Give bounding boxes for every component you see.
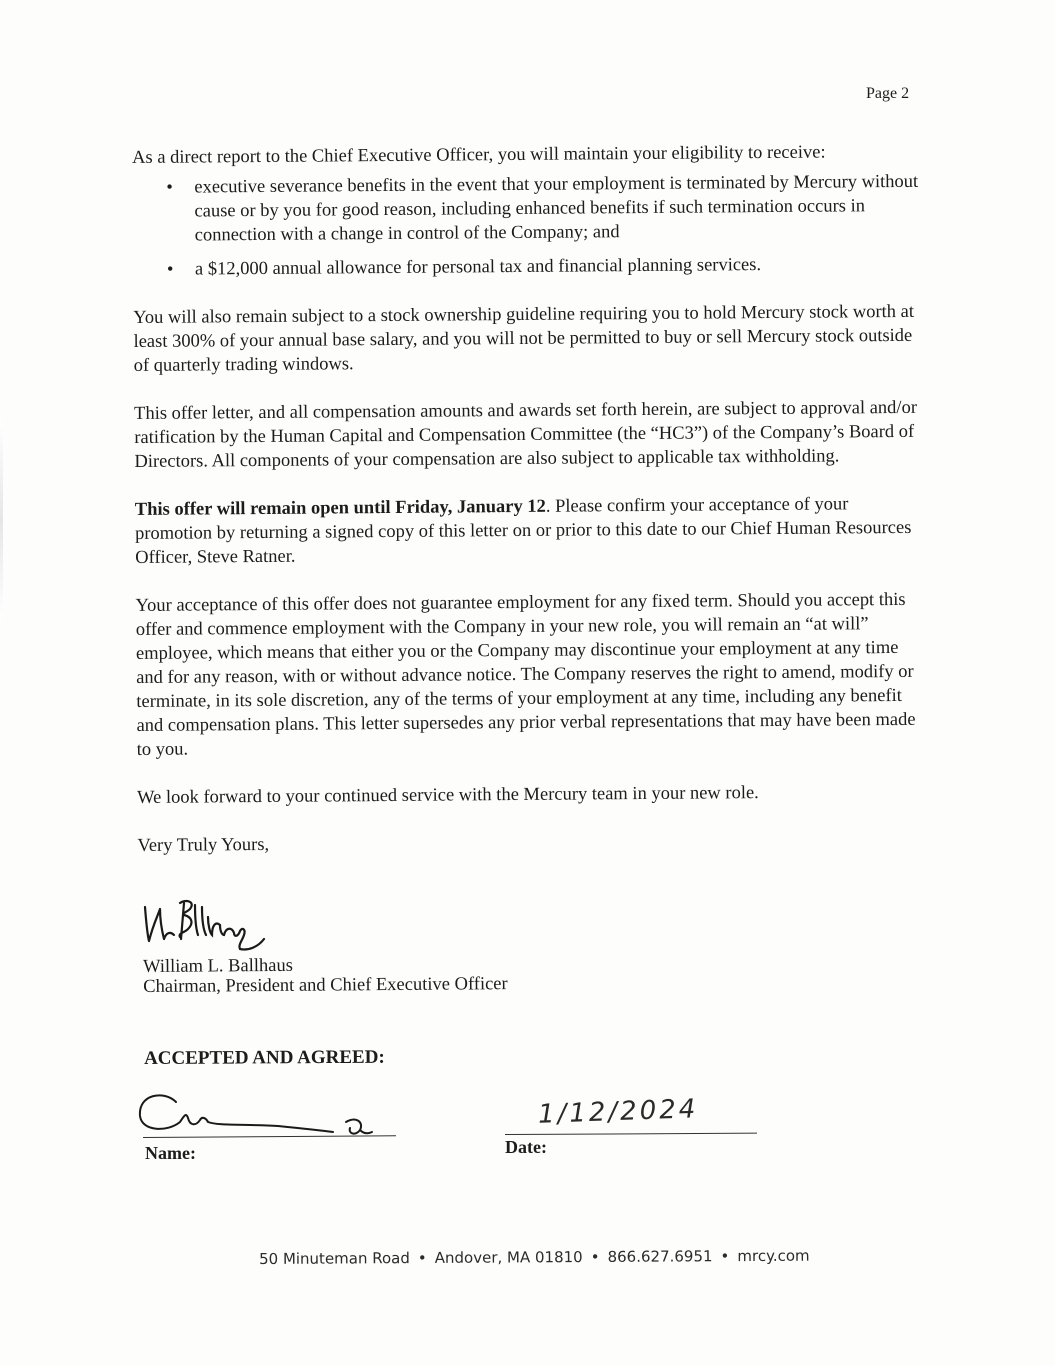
offer-instructions: . Please confirm your acceptance of your promotion by returning a signed copy of this letter on or prior to this date to our Chief Human Resources Officer, Steve Ratner. (134, 494, 912, 568)
benefit-list (132, 170, 923, 282)
letter-body (132, 140, 928, 858)
footer-separator: • (720, 1247, 730, 1266)
footer-address (259, 1247, 810, 1268)
footer-separator: • (590, 1247, 600, 1266)
list-item: • executive severance benefits in the event that your employment is terminated by Mercury without cause or by you for good reason, including enhanced benefits if such termination occurs in connection with a change in control of the Company; and (132, 170, 923, 248)
date-handwritten: 1/12/2024 (537, 1094, 699, 1130)
scan-edge (0, 420, 3, 620)
date-label: Date: (505, 1137, 547, 1157)
footer-website: mrcy.com (737, 1246, 810, 1266)
closing-salutation: Very Truly Yours, (137, 834, 270, 856)
date-signature-line (505, 1133, 757, 1135)
signer-name: William L. Ballhaus (143, 955, 293, 977)
list-item: • a $12,000 annual allowance for personal tax and financial planning services. (133, 252, 923, 282)
name-label: Name: (145, 1143, 196, 1163)
signer-block (143, 954, 508, 997)
forward-paragraph: We look forward to your continued service with the Mercury team in your new role. (137, 783, 759, 808)
offer-paragraph (135, 492, 926, 570)
footer-street: 50 Minuteman Road (259, 1249, 410, 1268)
approval-paragraph: This offer letter, and all compensation amounts and awards set forth herein, are subject to approval and/or ratification by the Human Capital and Compensation Committee (the “HC3”) of the Company’s Board of Directors. All components of your compensation are also subject to applicable tax withholding. (134, 397, 918, 472)
footer-city: Andover, MA 01810 (434, 1248, 583, 1267)
intro-paragraph: As a direct report to the Chief Executive Officer, you will maintain your eligibility to receive: (132, 142, 826, 168)
footer-phone: 866.627.6951 (607, 1247, 713, 1266)
stock-paragraph: You will also remain subject to a stock ownership guideline requiring you to hold Mercury stock worth at least 300% of your annual base salary, and you will not be permitted to buy or sell Mercury stock outside of quarterly trading windows. (133, 301, 915, 376)
footer-separator: • (417, 1248, 427, 1268)
at-will-paragraph: Your acceptance of this offer does not guarantee employment for any fixed term. Should you accept this offer and commence employment with the Company in your new role, you will remain an “at will” employee, which means that either you or the Company may discontinue your employment at any time and for any reason, with or without advance notice. The Company reserves the right to amend, modify or terminate, in its sole discretion, any of the terms of your employment at any time, including any benefit and compensation plans. This letter supersedes any prior verbal representations that may have been made to you. (135, 589, 916, 760)
offer-deadline: This offer will remain open until Friday, January 12 (134, 496, 546, 520)
signer-title: Chairman, President and Chief Executive Officer (143, 974, 508, 997)
ceo-signature (140, 895, 270, 955)
page-number: Page 2 (866, 85, 910, 102)
accepted-heading: ACCEPTED AND AGREED: (144, 1046, 385, 1069)
